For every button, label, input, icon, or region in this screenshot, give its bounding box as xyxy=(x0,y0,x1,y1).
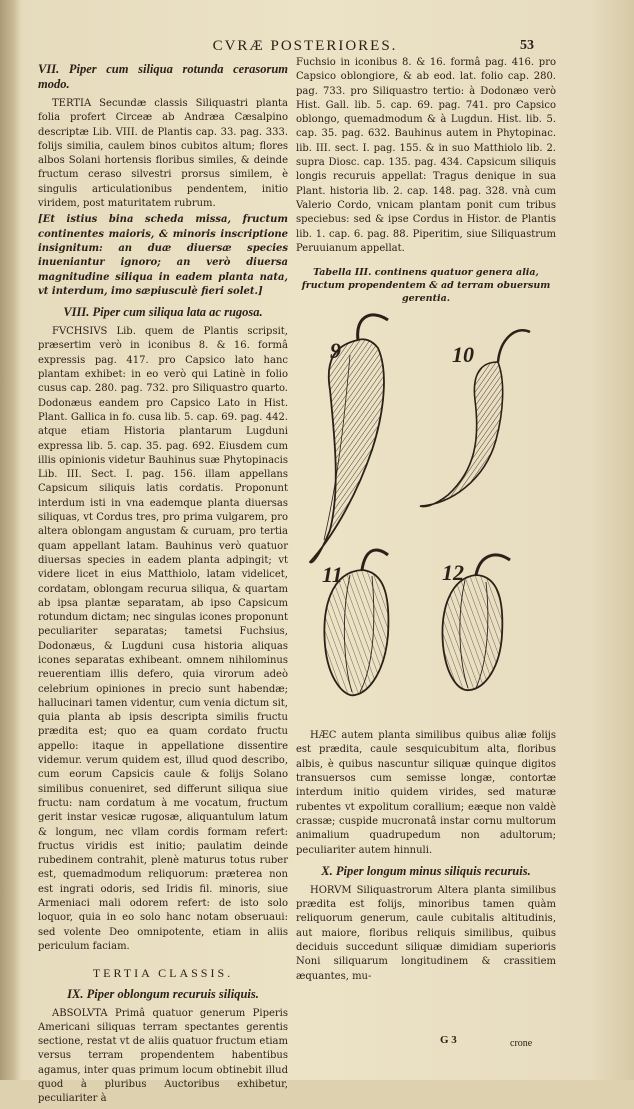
catchword: crone xyxy=(510,1038,533,1049)
paragraph-ix-text: ABSOLVTA Primâ quatuor generum Piperis Americani siliquas terram spectantes gerentis sectione, restat vt de aliis quatuor fructum etiam versus terram propendentem habentibus agamus, inter quas primum locum obtinebit illud quod à pluribus Auctoribus exhibetur, peculiariter à xyxy=(38,1007,288,1105)
left-column xyxy=(38,56,288,1109)
signature-mark: G 3 xyxy=(440,1034,457,1046)
paragraph-continuation: Fuchsio in iconibus 8. & 16. formâ pag. 416. pro Capsico oblongiore, & ab eod. lat. folio cap. 280. pag. 733. pro Siliquastro tertio: à Dodonæo verò Hist. Gall. lib. 5. cap. 69. pag. 741. pro Capsico oblongo, quemadmodum & à Lugdun. Hist. lib. 5. cap. 35. pag. 632. Bauhinus autem in Phytopinac. lib. III. sect. I. pag. 155. & in suo Matthiolo lib. 2. supra Diosc. cap. 135. pag. 434. Capsicum siliquis longis recuruis appellat: Tragus denique in sua Plant. historia lib. 2. cap. 148. pag. 328. vnà cum Valerio Cordo, vnicam plantam ponit cum tribus speciebus: sed & ipse Cordus in Histor. de Plantis lib. 1. cap. 6. pag. 88. Piperitim, siue Siliquastrum Peruuianum appellat. xyxy=(296,57,556,254)
class-heading: TERTIA CLASSIS. xyxy=(92,966,234,981)
running-head: CVRÆ POSTERIORES. xyxy=(212,38,398,54)
figure-label-11: 11 xyxy=(322,562,343,587)
page-number: 53 xyxy=(520,38,534,53)
section-heading-x: X. Piper longum minus siliquis recuruis. xyxy=(321,863,531,878)
pepper-10-icon xyxy=(420,330,530,506)
section-heading-vii: VII. Piper cum siliqua rotunda cerasorum modo. xyxy=(38,62,288,91)
paragraph-vii-text: TERTIA Secundæ classis Siliquastri planta folia profert Circeæ ab Andræa Cæsalpino descriptæ Lib. VIII. de Plantis cap. 33. pag. 333. folijs similia, caulem binos cubitos altum; flores albos Solani hortensis floribus similes, & deinde fructum ceraso silvestri prorsus similem, è singulis articulationibus pendentem, initio viridem, post maturitatem rubrum. xyxy=(38,98,288,210)
paragraph-x-text: HORVM Siliquastrorum Altera planta similibus prædita est folijs, minoribus tamen quàm reliquorum generum, caule cubitalis altitudinis, aut maiore, floribus reliquis similibus, quibus deciduis succedunt siliquæ dimidiam superioris Noni siliquarum longitudinem & crassitiem æquantes, mu- xyxy=(296,884,556,982)
plate-caption: Tabella III. continens quatuor genera alia, fructum propendentem & ad terram obuersum gerentia. xyxy=(301,267,551,305)
figure-label-10: 10 xyxy=(452,342,474,367)
page-gutter-shadow xyxy=(0,0,22,1080)
section-heading-ix: IX. Piper oblongum recuruis siliquis. xyxy=(67,986,259,1001)
paragraph-vii-note: [Et istius bina scheda missa, fructum continentes maioris, & minoris inscriptione insignitum: an duæ diuersæ species inueniantur ignoro; an verò diuersa magnitudine siliqua in eadem planta nata, vt interdum, imo sæpiusculè fieri solet.] xyxy=(38,214,288,297)
figure-label-12: 12 xyxy=(442,560,464,585)
figure-label-9: 9 xyxy=(330,338,341,363)
section-heading-viii: VIII. Piper cum siliqua lata ac rugosa. xyxy=(63,305,263,320)
paragraph-after-plate: HÆC autem planta similibus quibus aliæ folijs est prædita, caule sesquicubitum alta, floribus albis, è quibus nascuntur siliquæ quinque digitos transuersos cum semisse longæ, contortæ interdum initio quidem virides, sed maturæ rubentes vt expolitum corallium; eæque non valdè crassæ; cuspide mucronatâ instar cornu multorum animalium quadrupedum non adultorum; peculiariter autem hinnuli. xyxy=(296,730,556,856)
pepper-engraving-plate xyxy=(300,300,540,720)
paragraph-viii-text: FVCHSIVS Lib. quem de Plantis scripsit, præsertim verò in iconibus 8. & 16. formâ expressis pag. 417. pro Capsico lato hanc plantam exhibet: in eo verò qui Latinè in folio cusus cap. 280. pag. 732. pro Siliquastro quarto. Dodonæus eandem pro Capsico Lato in Hist. Plant. Gallica in fo. cusa lib. 5. cap. 69. pag. 442. atque etiam Historia plantarum Lugduni expressa lib. 5. cap. 35. pag. 692. Eiusdem cum illis opinionis videtur Bauhinus suæ Phytopinacis Lib. III. Sect. I. pag. 156. illam appellans Capsicum siliquis latis cordatis. Proponunt interdum isti in vna eademque planta diuersas siliquas, vt Cordus tres, pro prima vulgarem, pro altera oblongam angustam & curuam, pro tertia quam appellant latam. Bauhinus verò quatuor diuersas species in eadem planta adpingit; vt videre licet in eius Matthiolo, latam videlicet, cordatam, oblongam recurua siliqua, & quartam ab ipsa plantæ separatam, ab ipso Capsicum rotundum dictam; nec singulas icones proponunt peculiariter separatas; tametsi Fuchsius, Dodonæus, & Lugduni cusa historia aliquas icones separatas exhibeant. omnem nihilominus reuerentiam illis defero, quia virorum adeò celebrium opiniones in precio sunt habendæ; hallucinari tamen videntur, cum venia dictum sit, quia planta ab ipsis descripta similis fructu prædita est; quo ea quam cordato fructu appello: itaque in appellatione dissentire videmur. verum quidem est, illud quod describo, cum eorum Capsicis caule & folijs Solano similibus conueniret, sed differunt siliqua siue fructu: nam cordatum à me vocatum, fructum gerit instar vesicæ rugosæ, aliquantulum latum & longum, nec vllam cordis formam refert: fructus viridis est initio; paulatim deinde rubedinem contrahit, plenè maturus totus ruber est, quemadmodum reliquorum: præterea non est ingrati odoris, sed Iridis fil. minoris, siue Armeniaci mali odorem refert: de isto solo loquor, quia in eo solo hanc notam obseruaui: sed volente Deo omnipotente, etiam in aliis periculum faciam. xyxy=(38,326,288,952)
pepper-9-icon xyxy=(310,315,388,563)
